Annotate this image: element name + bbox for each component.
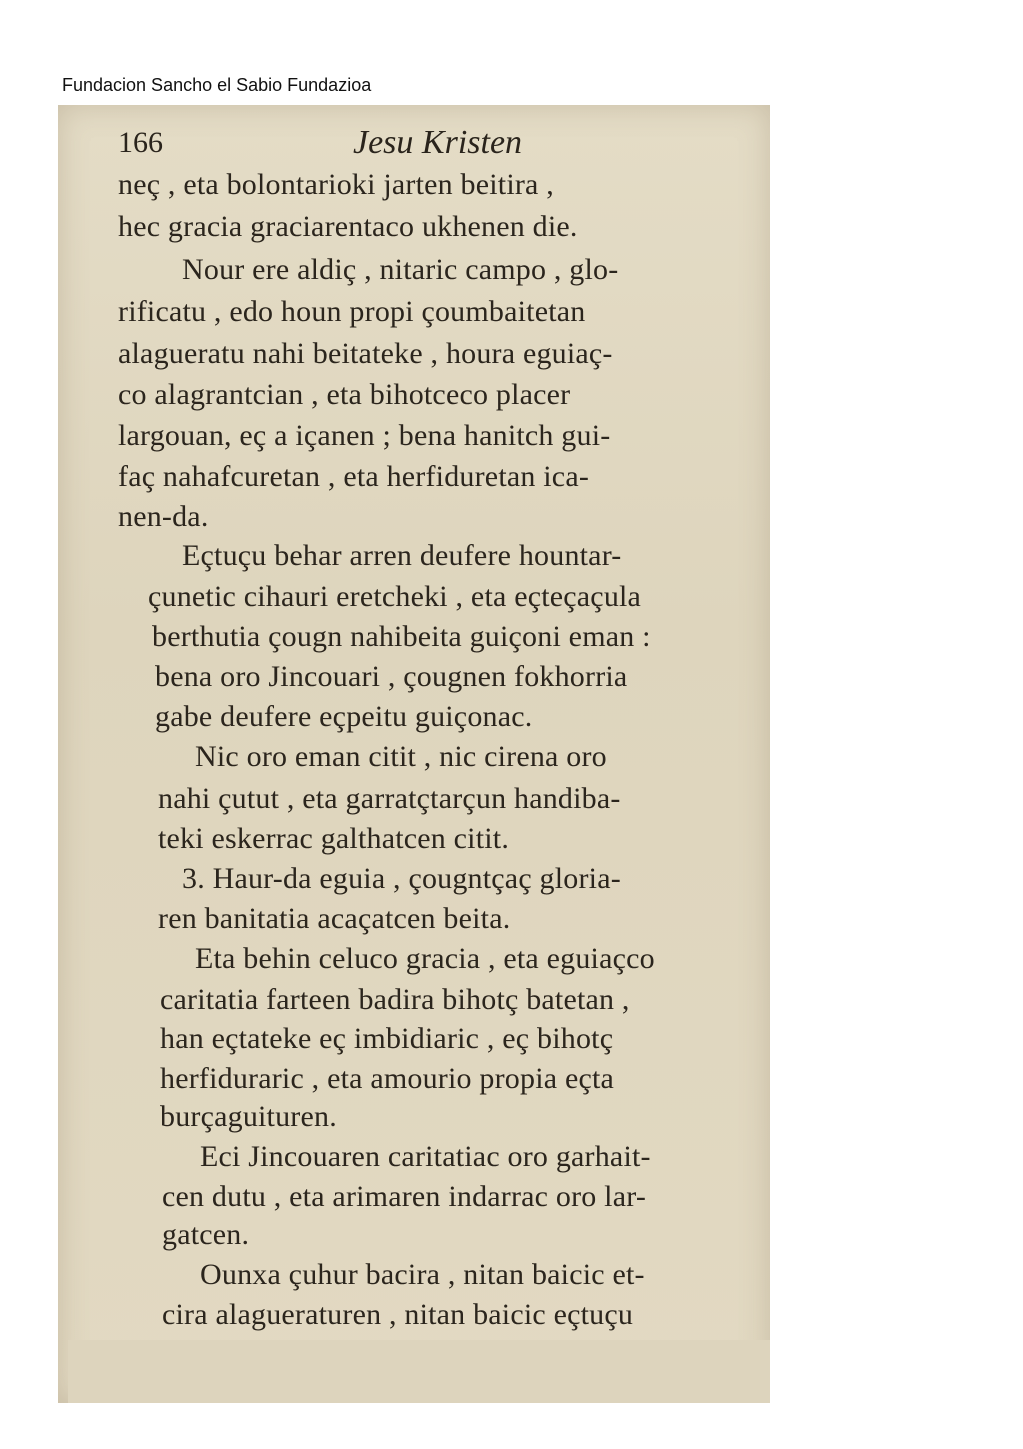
text-line: teki eskerrac galthatcen citit.	[158, 822, 510, 855]
text-line: 3. Haur-da eguia , çougntçaç gloria-	[182, 862, 621, 895]
text-line: cira alagueraturen , nitan baicic eçtuçu	[162, 1298, 634, 1331]
text-line: Eçtuçu behar arren deufere hountar-	[182, 539, 622, 572]
text-line: caritatia farteen badira bihotç batetan ,	[160, 983, 630, 1016]
text-line: çunetic cihauri eretcheki , eta eçteçaçula	[148, 580, 642, 613]
text-line: bena oro Jincouari , çougnen fokhorria	[155, 660, 628, 693]
text-line: faç nahafcuretan , eta herfiduretan ica-	[118, 460, 590, 493]
text-line: Eta behin celuco gracia , eta eguiaçco	[195, 942, 655, 975]
source-attribution: Fundacion Sancho el Sabio Fundazioa	[62, 75, 372, 95]
text-line: Nour ere aldiç , nitaric campo , glo-	[182, 253, 619, 286]
text-line: burçaguituren.	[160, 1100, 337, 1133]
text-line: han eçtateke eç imbidiaric , eç bihotç	[160, 1022, 614, 1055]
text-line: berthutia çougn nahibeita guiçoni eman :	[152, 620, 651, 653]
text-line: ren banitatia acaçatcen beita.	[158, 902, 511, 935]
text-line: herfiduraric , eta amourio propia eçta	[160, 1062, 615, 1095]
text-line: alagueratu nahi beitateke , houra eguiaç-	[118, 337, 613, 370]
text-line: Nic oro eman citit , nic cirena oro	[195, 740, 607, 773]
text-line: hec gracia graciarentaco ukhenen die.	[118, 210, 578, 243]
text-line: gatcen.	[162, 1218, 250, 1251]
text-line: Ounxa çuhur bacira , nitan baicic et-	[200, 1258, 645, 1291]
text-line: rificatu , edo houn propi çoumbaitetan	[118, 295, 586, 328]
running-title: Jesu Kristen	[353, 124, 523, 161]
text-line: nen-da.	[118, 500, 209, 533]
text-line: largouan, eç a içanen ; bena hanitch gui-	[118, 419, 611, 452]
text-line: neç , eta bolontarioki jarten beitira ,	[118, 168, 554, 201]
page-number: 166	[118, 126, 163, 159]
text-line: Eci Jincouaren caritatiac oro garhait-	[200, 1140, 651, 1173]
text-line: gabe deufere eçpeitu guiçonac.	[155, 700, 533, 733]
text-line: co alagrantcian , eta bihotceco placer	[118, 378, 571, 411]
text-line: nahi çutut , eta garratçtarçun handiba-	[158, 782, 621, 815]
text-line: cen dutu , eta arimaren indarrac oro lar-	[162, 1180, 647, 1213]
